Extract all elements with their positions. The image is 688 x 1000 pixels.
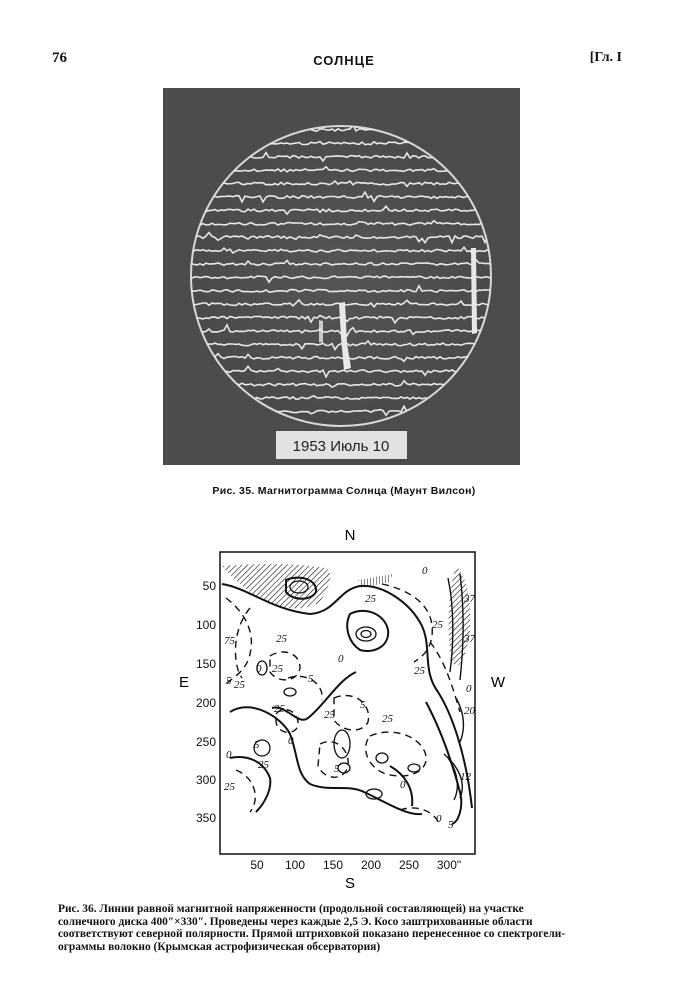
date-stamp-label: 1953 Июль 10 bbox=[292, 438, 390, 455]
caption-line: солнечного диска 400″×330″. Проведены через каждые 2,5 Э. Косо заштрихованные области bbox=[58, 915, 533, 928]
contour-label: 0 bbox=[422, 565, 428, 577]
contour-label: 25 bbox=[272, 663, 283, 675]
figure36-caption bbox=[58, 903, 638, 953]
y-tick-label: 200 bbox=[195, 696, 216, 710]
contour-label: 25 bbox=[432, 619, 443, 631]
contour-label: 0 bbox=[436, 813, 442, 825]
contour-map bbox=[160, 522, 540, 894]
y-tick-label: 250 bbox=[195, 735, 216, 749]
y-tick-label: 100 bbox=[195, 618, 216, 632]
west-label: W bbox=[490, 674, 506, 691]
contour-label: 5 bbox=[226, 675, 232, 687]
contour-label: 0 bbox=[338, 653, 344, 665]
y-tick-label: 50 bbox=[202, 579, 216, 593]
contour-label: 5 bbox=[254, 739, 260, 751]
contour-label: 37 bbox=[464, 633, 475, 645]
contour-label: 20 bbox=[464, 705, 475, 717]
x-tick-label: 200 bbox=[360, 858, 382, 872]
east-label: E bbox=[178, 674, 190, 691]
chapter-reference: [Гл. I bbox=[589, 50, 622, 65]
contour-label: 0 bbox=[288, 735, 294, 747]
contour-label: 75 bbox=[224, 635, 235, 647]
contour-label: 5 bbox=[448, 819, 454, 831]
x-tick-label: 250 bbox=[398, 858, 420, 872]
figure35-caption: Рис. 35. Магнитограмма Солнца (Маунт Вилсон) bbox=[212, 485, 476, 497]
contour-label: 0 bbox=[256, 663, 262, 675]
contour-label: 0 bbox=[466, 683, 472, 695]
contour-label: 25 bbox=[234, 679, 245, 691]
page-number: 76 bbox=[52, 50, 67, 66]
contour-label: 0 bbox=[400, 779, 406, 791]
contour-label: 5 bbox=[360, 699, 366, 711]
contour-label: 25 bbox=[258, 759, 269, 771]
magnetogram-image bbox=[163, 88, 520, 465]
x-tick-label: 100 bbox=[284, 858, 306, 872]
contour-label: 0 bbox=[226, 749, 232, 761]
contour-label: 25 bbox=[274, 703, 285, 715]
x-tick-label: 50 bbox=[250, 858, 264, 872]
contour-label: 5 bbox=[334, 763, 340, 775]
south-label: S bbox=[344, 875, 356, 892]
contour-label: 12 bbox=[460, 771, 471, 783]
caption-line: ограммы волокно (Крымская астрофизическая обсерватория) bbox=[58, 940, 381, 953]
contour-label: 25 bbox=[414, 665, 425, 677]
x-tick-label: 300" bbox=[436, 858, 462, 872]
caption-line: соответствуют северной полярности. Прямой штриховкой показано перенесенное со спектрогели- bbox=[58, 928, 566, 940]
x-axis bbox=[250, 858, 461, 872]
x-tick-label: 150 bbox=[322, 858, 344, 872]
y-tick-label: 150 bbox=[195, 657, 216, 671]
y-axis bbox=[196, 579, 216, 825]
contour-label: 25 bbox=[224, 781, 235, 793]
contour-label: 25 bbox=[324, 709, 335, 721]
contour-label: 5 bbox=[308, 673, 314, 685]
running-title: СОЛНЦЕ bbox=[313, 53, 375, 68]
contour-map-figure bbox=[160, 522, 540, 894]
contour-label: 25 bbox=[276, 633, 287, 645]
contour-label: 25 bbox=[382, 713, 393, 725]
contour-label: 37 bbox=[464, 593, 475, 605]
magnetogram-photo bbox=[163, 88, 520, 465]
y-tick-label: 300 bbox=[195, 773, 216, 787]
contour-label: 25 bbox=[365, 593, 376, 605]
date-stamp bbox=[276, 431, 407, 459]
caption-line: Рис. 36. Линии равной магнитной напряженности (продольной составляющей) на участке bbox=[58, 903, 524, 915]
y-tick-label: 350 bbox=[195, 811, 216, 825]
north-label: N bbox=[344, 527, 356, 544]
